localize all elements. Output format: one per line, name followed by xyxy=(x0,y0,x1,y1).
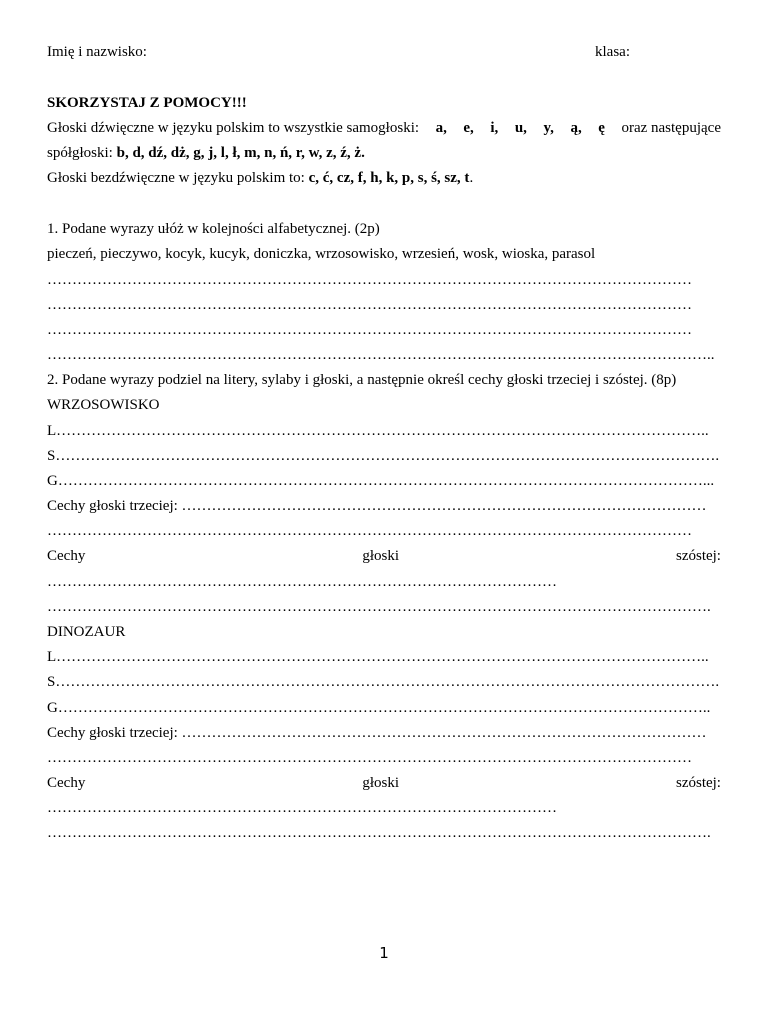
answer-line[interactable]: ………………………………………………………………………………………… xyxy=(47,574,557,590)
voiceless-line xyxy=(47,168,721,188)
letters-line[interactable]: L………………………………………………………………………………………………………………….. xyxy=(47,423,709,439)
syllables-line[interactable]: S……………………………………………………………………………………………………………………. xyxy=(47,674,720,690)
vowel: u, xyxy=(514,120,527,136)
class-label: klasa: xyxy=(595,44,630,60)
task1-words: pieczeń, pieczywo, kocyk, kucyk, doniczka, wrzosowisko, wrzesień, wosk, wioska, parasol xyxy=(47,246,596,262)
voiced-intro: Głoski dźwięczne w języku polskim to wszystkie samogłoski: xyxy=(47,120,420,136)
page-number: 1 xyxy=(379,944,389,962)
sixth-sound-label xyxy=(47,546,721,566)
syllables-line[interactable]: S……………………………………………………………………………………………………………………. xyxy=(47,448,720,464)
vowel: i, xyxy=(490,120,499,136)
vowel: e, xyxy=(463,120,474,136)
voiced-consonants: b, d, dź, dż, g, j, l, ł, m, n, ń, r, w, z, ź, ż. xyxy=(116,145,365,161)
vowel: y, xyxy=(543,120,554,136)
answer-line[interactable]: …………………………………………………………………………………………………………………….. xyxy=(47,347,715,363)
answer-line[interactable]: ………………………………………………………………………………………………………………… xyxy=(47,750,692,766)
sixth-word: głoski xyxy=(362,548,399,564)
sounds-line[interactable]: G…………………………………………………………………………………………………………………... xyxy=(47,473,715,489)
voiceless-list: c, ć, cz, f, h, k, p, s, ś, sz, t xyxy=(308,170,470,186)
answer-line[interactable]: ………………………………………………………………………………………………………………… xyxy=(47,297,692,313)
task2-heading: 2. Podane wyrazy podziel na litery, sylaby i głoski, a następnie określ cechy głoski trzeciej i szóstej. (8p) xyxy=(47,372,677,388)
sixth-word: szóstej: xyxy=(675,548,721,564)
third-sound-line[interactable]: Cechy głoski trzeciej: …………………………………………………………………………………………… xyxy=(47,498,707,514)
sixth-word: szóstej: xyxy=(675,775,721,791)
sounds-line[interactable]: G………………………………………………………………………………………………………………….. xyxy=(47,700,711,716)
word1-title: WRZOSOWISKO xyxy=(47,397,160,413)
letters-line[interactable]: L………………………………………………………………………………………………………………….. xyxy=(47,649,709,665)
sixth-word: głoski xyxy=(362,775,399,791)
third-sound-line[interactable]: Cechy głoski trzeciej: …………………………………………………………………………………………… xyxy=(47,725,707,741)
voiced-and: oraz następujące xyxy=(621,120,721,136)
help-title: SKORZYSTAJ Z POMOCY!!! xyxy=(47,95,247,111)
header-row xyxy=(47,42,721,62)
answer-line[interactable]: ……………………………………………………………………………………………………………………. xyxy=(47,599,711,615)
answer-line[interactable]: ……………………………………………………………………………………………………………………. xyxy=(47,825,711,841)
task1-heading: 1. Podane wyrazy ułóż w kolejności alfabetycznej. (2p) xyxy=(47,221,380,237)
vowel: ę xyxy=(598,120,605,136)
vowel: a, xyxy=(435,120,447,136)
sixth-word: Cechy xyxy=(47,548,86,564)
sixth-sound-label xyxy=(47,773,721,793)
word2-title: DINOZAUR xyxy=(47,624,126,640)
vowel: ą, xyxy=(570,120,582,136)
sixth-word: Cechy xyxy=(47,775,86,791)
answer-line[interactable]: ………………………………………………………………………………………………………………… xyxy=(47,272,692,288)
voiceless-end: . xyxy=(469,170,474,186)
voiced-line xyxy=(47,118,721,138)
consonants-line xyxy=(47,143,721,163)
voiceless-intro: Głoski bezdźwięczne w języku polskim to: xyxy=(47,170,305,186)
consonants-label: spółgłoski: xyxy=(47,145,113,161)
name-label: Imię i nazwisko: xyxy=(47,44,147,60)
answer-line[interactable]: ………………………………………………………………………………………………………………… xyxy=(47,523,692,539)
answer-line[interactable]: ………………………………………………………………………………………………………………… xyxy=(47,322,692,338)
answer-line[interactable]: ………………………………………………………………………………………… xyxy=(47,800,557,816)
